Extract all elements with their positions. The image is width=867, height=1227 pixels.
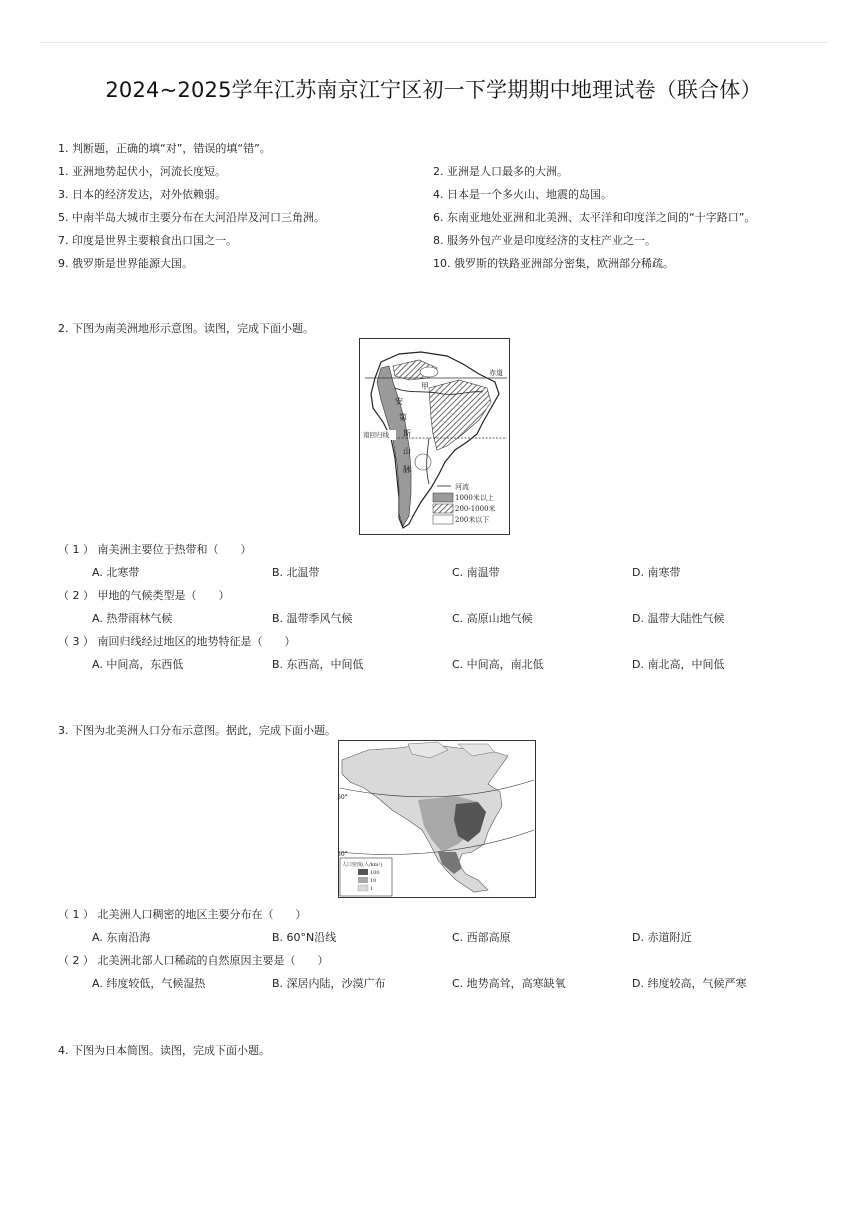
legend-mid-swatch <box>433 504 453 513</box>
jia-label: 甲 <box>421 382 429 391</box>
andes-char-1: 安 <box>395 397 403 406</box>
q1-item-5: 5. 中南半岛大城市主要分布在大河沿岸及河口三角洲。 <box>58 211 325 224</box>
q2-sub2-option-d[interactable]: D. 温带大陆性气候 <box>632 612 725 625</box>
q3-sub2-option-a[interactable]: A. 纬度较低，气候湿热 <box>92 977 206 990</box>
q2-sub1-question: （ 1 ） 南美洲主要位于热带和（ ） <box>58 543 252 556</box>
q1-item-6: 6. 东南亚地处亚洲和北美洲、太平洋和印度洋之间的“十字路口”。 <box>433 211 756 224</box>
q3-sub1-option-b[interactable]: B. 60°N沿线 <box>272 931 337 944</box>
q3-sub2-option-c[interactable]: C. 地势高耸，高寒缺氧 <box>452 977 566 990</box>
andes-char-4: 山 <box>403 447 411 456</box>
legend-high: 1000米以上 <box>455 494 494 502</box>
q2-sub1-option-b[interactable]: B. 北温带 <box>272 566 320 579</box>
lat-60-label: 60° <box>338 794 348 801</box>
header-rule <box>40 42 827 43</box>
q2-sub2-option-b[interactable]: B. 温带季风气候 <box>272 612 353 625</box>
andes-char-2: 第 <box>399 413 407 422</box>
page-title: 2024~2025学年江苏南京江宁区初一下学期期中地理试卷（联合体） <box>105 78 762 102</box>
density-label-100: 100 <box>370 870 380 876</box>
density-label-1: 1 <box>370 886 374 892</box>
andes-char-3: 斯 <box>403 429 411 438</box>
q3-sub2-option-b[interactable]: B. 深居内陆，沙漠广布 <box>272 977 386 990</box>
q3-sub1-option-c[interactable]: C. 西部高原 <box>452 931 511 944</box>
andes-char-5: 脉 <box>403 465 411 474</box>
q1-item-7: 7. 印度是世界主要粮食出口国之一。 <box>58 234 237 247</box>
q3-sub1-question: （ 1 ） 北美洲人口稠密的地区主要分布在（ ） <box>58 908 307 921</box>
q1-item-2: 2. 亚洲是人口最多的大洲。 <box>433 165 568 178</box>
q2-sub3-option-a[interactable]: A. 中间高，东西低 <box>92 658 184 671</box>
q2-sub3-option-d[interactable]: D. 南北高，中间低 <box>632 658 725 671</box>
q2-sub2-question: （ 2 ） 甲地的气候类型是（ ） <box>58 589 230 602</box>
q2-stem: 2. 下图为南美洲地形示意图。读图，完成下面小题。 <box>58 322 314 335</box>
legend-mid: 200-1000米 <box>455 505 496 513</box>
q1-item-8: 8. 服务外包产业是印度经济的支柱产业之一。 <box>433 234 656 247</box>
density-swatch-10 <box>358 877 368 883</box>
q2-sub2-option-a[interactable]: A. 热带雨林气候 <box>92 612 173 625</box>
legend-high-swatch <box>433 493 453 502</box>
density-legend-title: 人口密度(人/km²) <box>342 862 383 868</box>
q3-sub1-option-a[interactable]: A. 东南沿海 <box>92 931 151 944</box>
legend-low-swatch <box>433 515 453 524</box>
north-america-map <box>338 740 536 898</box>
q2-sub1-option-a[interactable]: A. 北寒带 <box>92 566 140 579</box>
q1-item-1: 1. 亚洲地势起伏小，河流长度短。 <box>58 165 226 178</box>
legend-river: 河流 <box>455 483 469 491</box>
q1-stem: 1. 判断题，正确的填“对”，错误的填“错”。 <box>58 142 271 155</box>
q1-item-10: 10. 俄罗斯的铁路亚洲部分密集，欧洲部分稀疏。 <box>433 257 674 270</box>
q3-stem: 3. 下图为北美洲人口分布示意图。据此，完成下面小题。 <box>58 724 336 737</box>
legend-low: 200米以下 <box>455 516 490 524</box>
q1-item-4: 4. 日本是一个多火山、地震的岛国。 <box>433 188 612 201</box>
q2-sub2-option-c[interactable]: C. 高原山地气候 <box>452 612 533 625</box>
equator-label: 赤道 <box>489 369 503 377</box>
density-swatch-100 <box>358 869 368 875</box>
north-america-map-svg <box>338 740 536 898</box>
density-swatch-1 <box>358 885 368 891</box>
q2-sub3-option-c[interactable]: C. 中间高，南北低 <box>452 658 544 671</box>
q4-stem: 4. 下图为日本简图。读图，完成下面小题。 <box>58 1044 270 1057</box>
q3-sub2-option-d[interactable]: D. 纬度较高，气候严寒 <box>632 977 747 990</box>
q3-sub2-question: （ 2 ） 北美洲北部人口稀疏的自然原因主要是（ ） <box>58 954 329 967</box>
tropic-label: 南回归线 <box>363 431 389 439</box>
lat-30-label: 30° <box>338 851 348 858</box>
south-america-map-svg <box>359 338 510 535</box>
q2-sub3-option-b[interactable]: B. 东西高，中间低 <box>272 658 364 671</box>
q2-sub3-question: （ 3 ） 南回归线经过地区的地势特征是（ ） <box>58 635 296 648</box>
q3-sub1-option-d[interactable]: D. 赤道附近 <box>632 931 692 944</box>
q1-item-9: 9. 俄罗斯是世界能源大国。 <box>58 257 193 270</box>
q2-sub1-option-d[interactable]: D. 南寒带 <box>632 566 681 579</box>
south-america-map <box>359 338 510 535</box>
density-label-10: 10 <box>370 878 377 884</box>
q2-sub1-option-c[interactable]: C. 南温带 <box>452 566 500 579</box>
q1-item-3: 3. 日本的经济发达，对外依赖弱。 <box>58 188 226 201</box>
